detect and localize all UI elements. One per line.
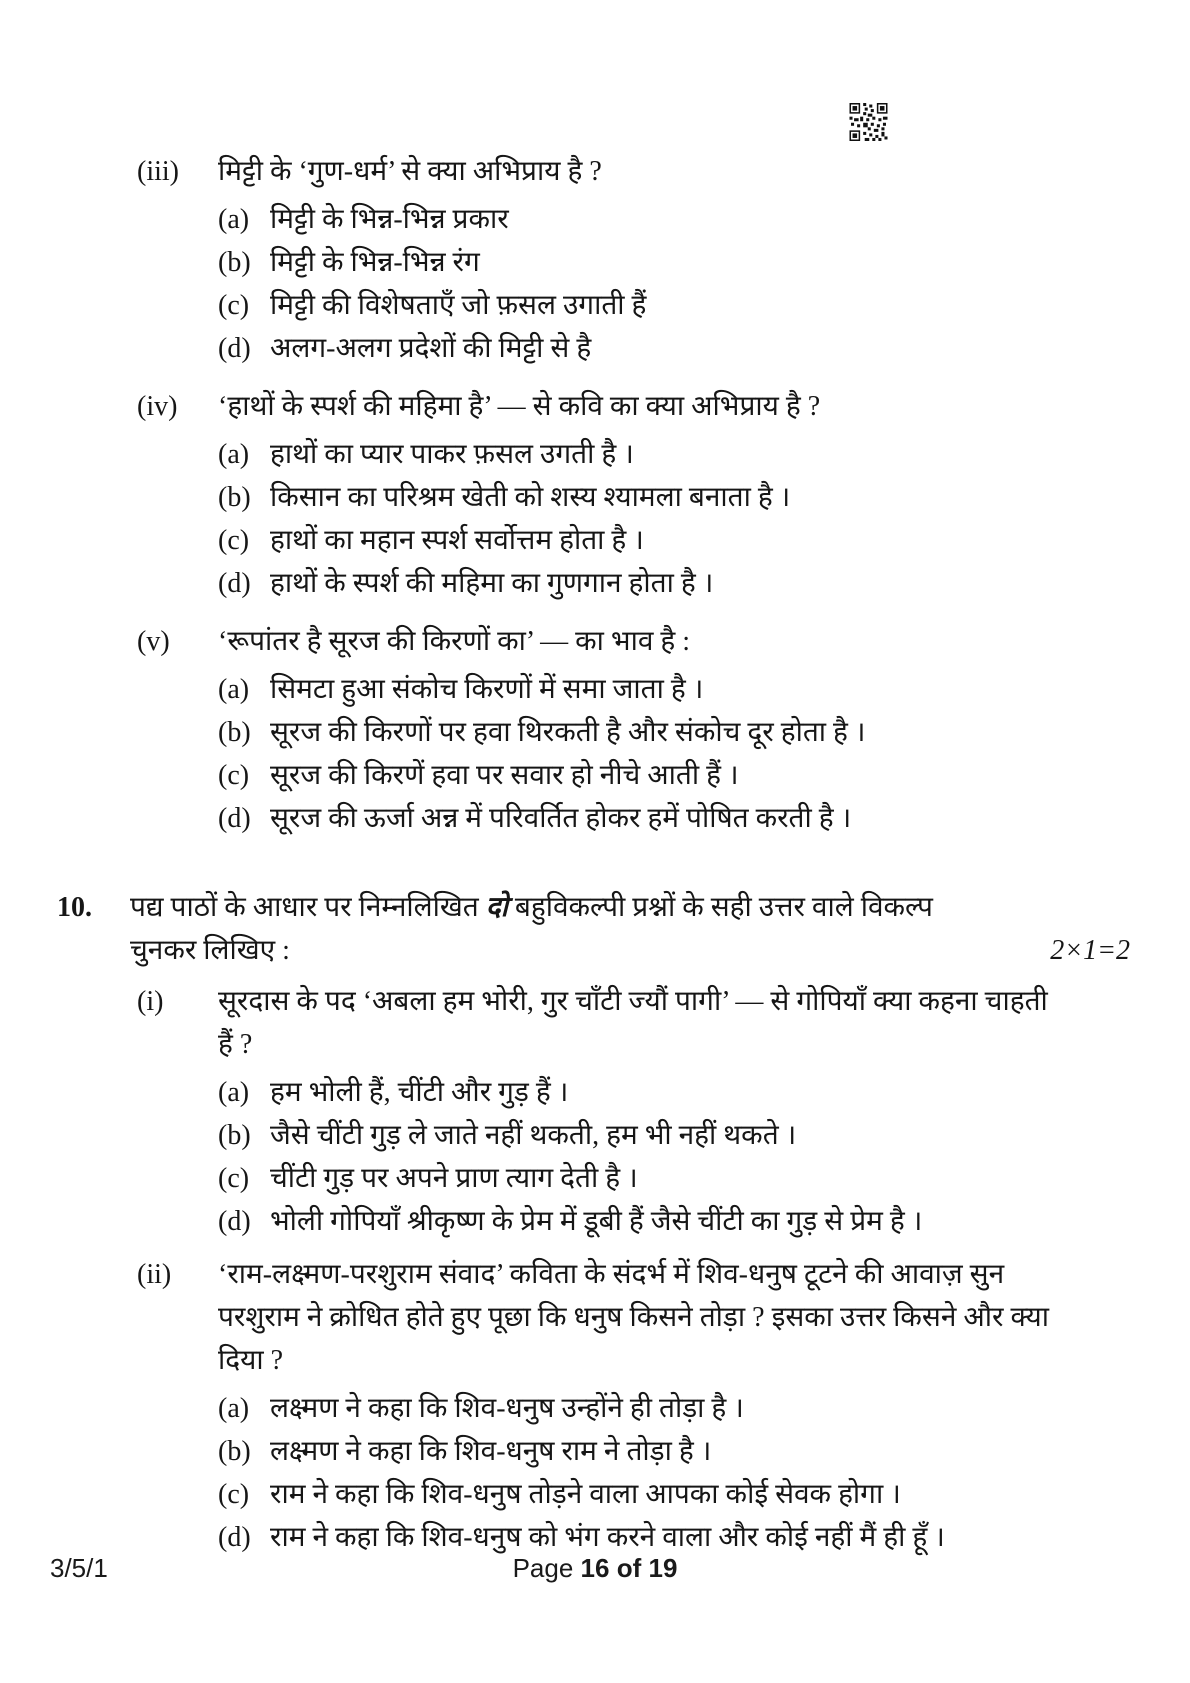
page-total: 19	[648, 1553, 678, 1583]
question-text: सूरदास के पद ‘अबला हम भोरी, गुर चाँटी ज्यौं पागी’ — से गोपियाँ क्या कहना चाहती हैं ?	[218, 986, 1048, 1060]
question-number: (v)	[137, 626, 170, 657]
option-letter: (d)	[218, 1522, 251, 1553]
question-text: ‘राम-लक्ष्मण-परशुराम संवाद’ कविता के संदर्भ में शिव-धनुष टूटने की आवाज़ सुन परशुराम ने क्रोधित होते हुए पूछा कि धनुष किसने तोड़ा ? इसका उत्तर किसने और क्या दिया ?	[218, 1259, 1049, 1376]
option-text: सूरज की ऊर्जा अन्न में परिवर्तित होकर हमें पोषित करती है ।	[270, 803, 852, 834]
question-block-10	[0, 886, 1190, 972]
option-letter: (a)	[218, 204, 250, 235]
option-text: लक्ष्मण ने कहा कि शिव-धनुष राम ने तोड़ा है ।	[270, 1436, 712, 1467]
option-letter: (c)	[218, 525, 250, 556]
option-row	[0, 327, 1190, 370]
option-row	[0, 198, 1190, 241]
option-row	[0, 711, 1190, 754]
question-text	[130, 886, 1140, 972]
option-row	[0, 241, 1190, 284]
question-block-v	[0, 620, 1190, 840]
page-footer	[0, 1552, 1190, 1588]
question-number: (ii)	[137, 1259, 172, 1290]
option-text: सिमटा हुआ संकोच किरणों में समा जाता है ।	[270, 674, 704, 705]
question-text: ‘हाथों के स्पर्श की महिमा है’ — से कवि का क्या अभिप्राय है ?	[218, 391, 821, 422]
option-text: हाथों का महान स्पर्श सर्वोत्तम होता है ।	[270, 525, 644, 556]
option-text: भोली गोपियाँ श्रीकृष्ण के प्रेम में डूबी हैं जैसे चींटी का गुड़ से प्रेम है ।	[270, 1206, 923, 1237]
option-letter: (c)	[218, 1163, 250, 1194]
option-text: सूरज की किरणें हवा पर सवार हो नीचे आती हैं ।	[270, 760, 739, 791]
options-list	[0, 668, 1190, 840]
page-indicator	[0, 1552, 1190, 1584]
option-text: हाथों का प्यार पाकर फ़सल उगती है ।	[270, 439, 634, 470]
option-row	[0, 562, 1190, 605]
option-text: किसान का परिश्रम खेती को शस्य श्यामला बनाता है ।	[270, 482, 791, 513]
option-text: राम ने कहा कि शिव-धनुष को भंग करने वाला और कोई नहीं मैं ही हूँ ।	[270, 1522, 945, 1553]
option-letter: (a)	[218, 439, 250, 470]
option-letter: (b)	[218, 1436, 251, 1467]
question-row	[0, 620, 1190, 663]
question-row	[0, 1253, 1190, 1382]
question-block-10-i	[0, 980, 1190, 1243]
option-letter: (d)	[218, 333, 251, 364]
question-block-iii	[0, 150, 1190, 370]
question-number: 10.	[57, 892, 92, 923]
option-letter: (b)	[218, 482, 251, 513]
option-row	[0, 668, 1190, 711]
option-text: जैसे चींटी गुड़ ले जाते नहीं थकती, हम भी नहीं थकते ।	[270, 1120, 797, 1151]
options-list	[0, 1387, 1190, 1559]
question-block-10-ii	[0, 1253, 1190, 1559]
option-letter: (a)	[218, 1077, 250, 1108]
option-text: चींटी गुड़ पर अपने प्राण त्याग देती है ।	[270, 1163, 638, 1194]
question-text-part: पद्य पाठों के आधार पर निम्नलिखित	[130, 892, 486, 923]
option-row	[0, 1157, 1190, 1200]
qr-code-icon	[849, 103, 888, 141]
option-row	[0, 433, 1190, 476]
option-text: सूरज की किरणों पर हवा थिरकती है और संकोच दूर होता है ।	[270, 717, 866, 748]
option-row	[0, 1200, 1190, 1243]
option-letter: (c)	[218, 1479, 250, 1510]
question-text: मिट्टी के ‘गुण-धर्म’ से क्या अभिप्राय है ?	[218, 156, 602, 187]
question-row	[0, 980, 1190, 1066]
option-row	[0, 754, 1190, 797]
option-text: हाथों के स्पर्श की महिमा का गुणगान होता है ।	[270, 568, 714, 599]
option-letter: (d)	[218, 568, 251, 599]
option-letter: (a)	[218, 1393, 250, 1424]
question-number: (iv)	[137, 391, 178, 422]
question-row	[0, 886, 1190, 972]
option-letter: (b)	[218, 1120, 251, 1151]
option-text: मिट्टी के भिन्न-भिन्न प्रकार	[270, 204, 509, 235]
option-letter: (d)	[218, 1206, 251, 1237]
option-row	[0, 797, 1190, 840]
question-block-iv	[0, 385, 1190, 605]
set-code: 3/5/1	[50, 1553, 108, 1583]
page-word: Page	[512, 1553, 574, 1583]
page-number: 16	[580, 1553, 610, 1583]
question-row	[0, 385, 1190, 428]
option-letter: (c)	[218, 290, 250, 321]
option-text: मिट्टी की विशेषताएँ जो फ़सल उगाती हैं	[270, 290, 647, 321]
option-row	[0, 519, 1190, 562]
option-letter: (a)	[218, 674, 250, 705]
option-letter: (c)	[218, 760, 250, 791]
question-number: (i)	[137, 986, 164, 1017]
option-text: हम भोली हैं, चींटी और गुड़ हैं ।	[270, 1077, 569, 1108]
question-number: (iii)	[137, 156, 179, 187]
question-text-line1	[130, 886, 1140, 929]
options-list	[0, 433, 1190, 605]
question-row	[0, 150, 1190, 193]
option-text: राम ने कहा कि शिव-धनुष तोड़ने वाला आपका कोई सेवक होगा ।	[270, 1479, 901, 1510]
options-list	[0, 1071, 1190, 1243]
option-row	[0, 284, 1190, 327]
option-row	[0, 1473, 1190, 1516]
option-letter: (b)	[218, 247, 251, 278]
page-content	[0, 150, 1190, 1574]
question-text-part: चुनकर लिखिए :	[130, 935, 290, 966]
options-list	[0, 198, 1190, 370]
option-row	[0, 1430, 1190, 1473]
option-letter: (d)	[218, 803, 251, 834]
option-text: लक्ष्मण ने कहा कि शिव-धनुष उन्होंने ही तोड़ा है ।	[270, 1393, 744, 1424]
option-row	[0, 1071, 1190, 1114]
option-letter: (b)	[218, 717, 251, 748]
option-text: मिट्टी के भिन्न-भिन्न रंग	[270, 247, 480, 278]
question-text-emphasis: दो	[485, 892, 508, 923]
option-text: अलग-अलग प्रदेशों की मिट्टी से है	[270, 333, 592, 364]
option-row	[0, 1114, 1190, 1157]
question-text: ‘रूपांतर है सूरज की किरणों का’ — का भाव है :	[218, 626, 691, 657]
option-row	[0, 476, 1190, 519]
question-text-line2	[130, 929, 1130, 972]
marks-label: 2×1=2	[1050, 935, 1130, 966]
of-word: of	[616, 1553, 642, 1583]
question-text-part: बहुविकल्पी प्रश्नों के सही उत्तर वाले विकल्प	[507, 892, 933, 923]
option-row	[0, 1387, 1190, 1430]
